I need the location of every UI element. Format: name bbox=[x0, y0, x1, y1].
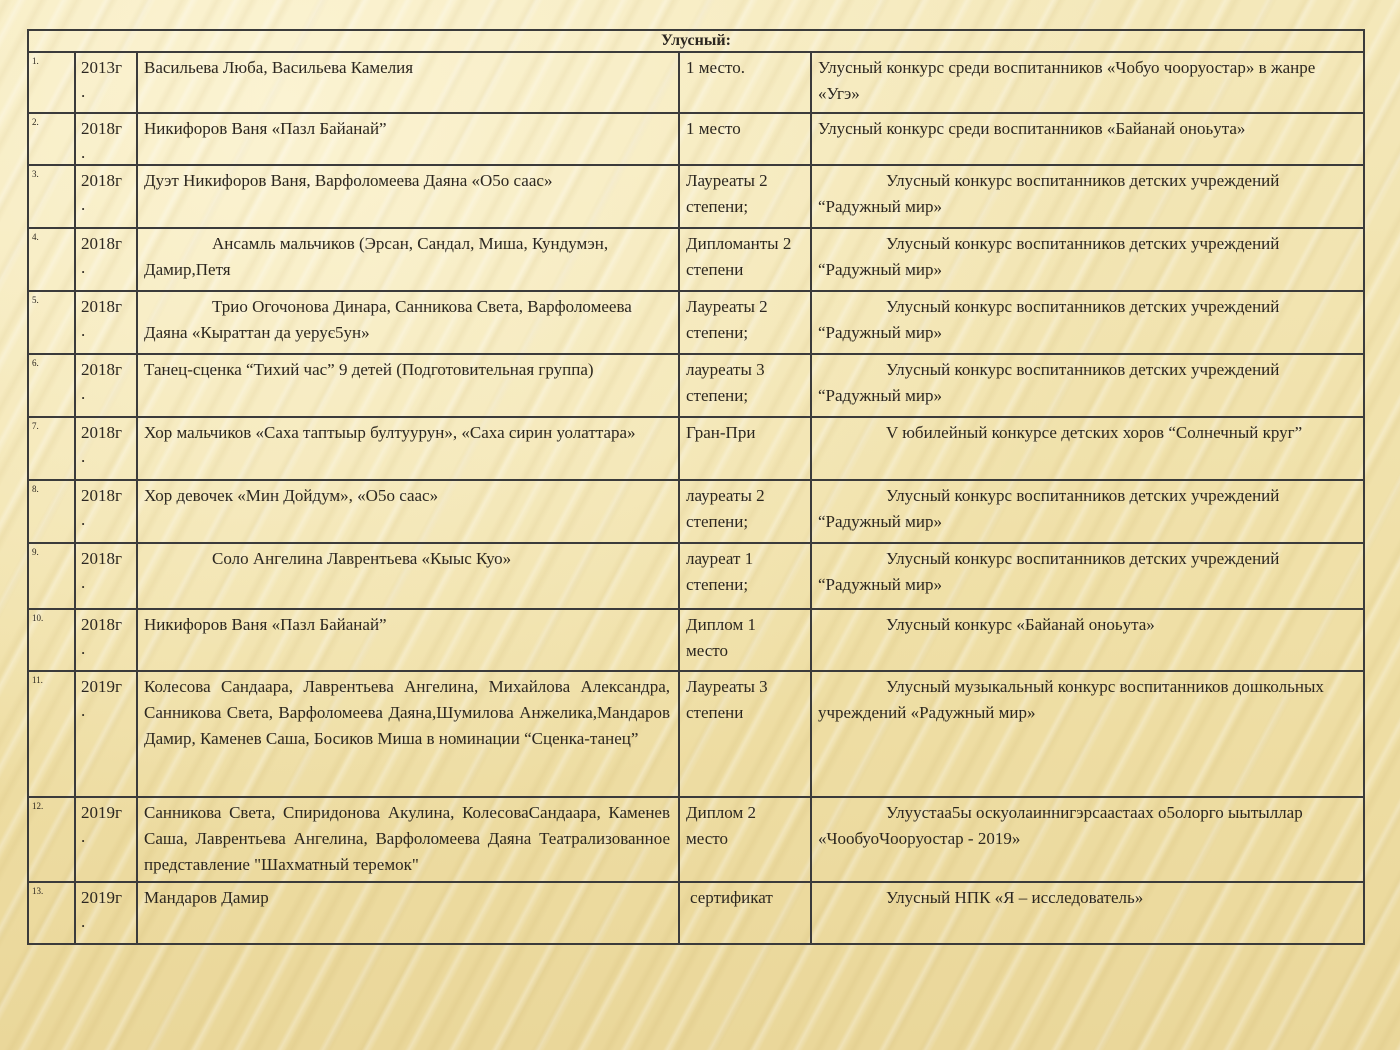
year-text: 2018г bbox=[81, 234, 122, 253]
slide bbox=[27, 29, 1363, 945]
row-number: 11. bbox=[28, 671, 75, 797]
row-year bbox=[75, 52, 137, 113]
year-text: 2018г bbox=[81, 171, 122, 190]
row-result: лауреат 1 степени; bbox=[679, 543, 811, 609]
row-year bbox=[75, 609, 137, 671]
table-row bbox=[28, 417, 1364, 480]
year-dot: . bbox=[81, 639, 86, 658]
table-row bbox=[28, 228, 1364, 291]
row-event: Улусный музыкальный конкурс воспитанников дошкольных учреждений «Радужный мир» bbox=[811, 671, 1364, 797]
row-event: Улуустаа5ы оскуолаиннигэрсаастаах о5олорго ыытыллар «ЧообуоЧооруостар - 2019» bbox=[811, 797, 1364, 882]
row-participants: Дуэт Никифоров Ваня, Варфоломеева Даяна «О5о саас» bbox=[137, 165, 679, 228]
awards-table bbox=[27, 29, 1365, 945]
row-number: 2. bbox=[28, 113, 75, 165]
row-number: 12. bbox=[28, 797, 75, 882]
row-participants: Никифоров Ваня «Пазл Байанай” bbox=[137, 609, 679, 671]
year-dot: . bbox=[81, 82, 86, 101]
row-year bbox=[75, 797, 137, 882]
row-participants: Соло Ангелина Лаврентьева «Кыыс Куо» bbox=[137, 543, 679, 609]
year-text: 2018г bbox=[81, 423, 122, 442]
table-title: Улусный: bbox=[28, 30, 1364, 52]
year-text: 2018г bbox=[81, 360, 122, 379]
row-event: Улусный конкурс воспитанников детских учреждений “Радужный мир» bbox=[811, 291, 1364, 354]
year-text: 2018г bbox=[81, 297, 122, 316]
row-event: Улусный НПК «Я – исследователь» bbox=[811, 882, 1364, 944]
row-participants: Мандаров Дамир bbox=[137, 882, 679, 944]
year-text: 2019г bbox=[81, 888, 122, 907]
year-dot: . bbox=[81, 258, 86, 277]
row-participants: Хор мальчиков «Саха таптыыр бултуурун», «Саха сирин уолаттара» bbox=[137, 417, 679, 480]
year-text: 2013г bbox=[81, 58, 122, 77]
table-row bbox=[28, 797, 1364, 882]
row-result: Диплом 1 место bbox=[679, 609, 811, 671]
row-result: Лауреаты 3 степени bbox=[679, 671, 811, 797]
row-year bbox=[75, 291, 137, 354]
year-text: 2018г bbox=[81, 549, 122, 568]
row-event: Улусный конкурс «Байанай оноьута» bbox=[811, 609, 1364, 671]
row-result: 1 место. bbox=[679, 52, 811, 113]
row-result: Диплом 2 место bbox=[679, 797, 811, 882]
year-dot: . bbox=[81, 701, 86, 720]
year-dot: . bbox=[81, 573, 86, 592]
row-result: лауреаты 3 степени; bbox=[679, 354, 811, 417]
row-participants: Васильева Люба, Васильева Камелия bbox=[137, 52, 679, 113]
row-number: 8. bbox=[28, 480, 75, 543]
row-result: лауреаты 2 степени; bbox=[679, 480, 811, 543]
row-event: Улусный конкурс воспитанников детских учреждений “Радужный мир» bbox=[811, 165, 1364, 228]
row-number: 10. bbox=[28, 609, 75, 671]
year-text: 2018г bbox=[81, 486, 122, 505]
row-participants: Танец-сценка “Тихий час” 9 детей (Подготовительная группа) bbox=[137, 354, 679, 417]
row-event: Улусный конкурс воспитанников детских учреждений “Радужный мир» bbox=[811, 354, 1364, 417]
row-event: Улусный конкурс воспитанников детских учреждений “Радужный мир» bbox=[811, 228, 1364, 291]
row-event: Улусный конкурс воспитанников детских учреждений “Радужный мир» bbox=[811, 543, 1364, 609]
table-row bbox=[28, 543, 1364, 609]
row-result: Гран-При bbox=[679, 417, 811, 480]
row-participants: Ансамль мальчиков (Эрсан, Сандал, Миша, Кундумэн, Дамир,Петя bbox=[137, 228, 679, 291]
row-number: 4. bbox=[28, 228, 75, 291]
row-event: V юбилейный конкурсе детских хоров “Солнечный круг” bbox=[811, 417, 1364, 480]
row-number: 5. bbox=[28, 291, 75, 354]
row-number: 1. bbox=[28, 52, 75, 113]
row-participants: Трио Огочонова Динара, Санникова Света, Варфоломеева Даяна «Кыраттан да уерує5ун» bbox=[137, 291, 679, 354]
row-result: Лауреаты 2 степени; bbox=[679, 165, 811, 228]
row-event: Улусный конкурс воспитанников детских учреждений “Радужный мир» bbox=[811, 480, 1364, 543]
year-dot: . bbox=[81, 447, 86, 466]
row-number: 9. bbox=[28, 543, 75, 609]
year-dot: . bbox=[81, 912, 86, 931]
row-participants: Колесова Сандаара, Лаврентьева Ангелина, Михайлова Александра, Санникова Света, Варфоломеева Даяна,Шумилова Анжелика,Мандаров Дамир, Каменев Саша, Босиков Миша в номинации “Сценка-танец” bbox=[137, 671, 679, 797]
row-year bbox=[75, 417, 137, 480]
year-text: 2019г bbox=[81, 803, 122, 822]
table-title-row bbox=[28, 30, 1364, 52]
row-event: Улусный конкурс среди воспитанников «Чобуо чооруостар» в жанре «Угэ» bbox=[811, 52, 1364, 113]
row-result: 1 место bbox=[679, 113, 811, 165]
row-participants: Никифоров Ваня «Пазл Байанай” bbox=[137, 113, 679, 165]
row-event: Улусный конкурс среди воспитанников «Байанай оноьута» bbox=[811, 113, 1364, 165]
year-text: 2018г bbox=[81, 119, 122, 138]
row-year bbox=[75, 165, 137, 228]
table-row bbox=[28, 609, 1364, 671]
year-dot: . bbox=[81, 321, 86, 340]
row-result: сертификат bbox=[679, 882, 811, 944]
row-result: Дипломанты 2 степени bbox=[679, 228, 811, 291]
table-row bbox=[28, 291, 1364, 354]
row-number: 13. bbox=[28, 882, 75, 944]
year-dot: . bbox=[81, 827, 86, 846]
year-text: 2019г bbox=[81, 677, 122, 696]
row-number: 3. bbox=[28, 165, 75, 228]
row-number: 6. bbox=[28, 354, 75, 417]
table-row bbox=[28, 354, 1364, 417]
row-year bbox=[75, 882, 137, 944]
row-year bbox=[75, 543, 137, 609]
table-row bbox=[28, 671, 1364, 797]
row-result: Лауреаты 2 степени; bbox=[679, 291, 811, 354]
table-row bbox=[28, 480, 1364, 543]
row-year bbox=[75, 113, 137, 165]
year-dot: . bbox=[81, 510, 86, 529]
table-row bbox=[28, 52, 1364, 113]
row-year bbox=[75, 480, 137, 543]
row-participants: Санникова Света, Спиридонова Акулина, КолесоваСандаара, Каменев Саша, Лаврентьева Ангелина, Варфоломеева Даяна Театрализованное представление "Шахматный теремок" bbox=[137, 797, 679, 882]
table-row bbox=[28, 113, 1364, 165]
table-row bbox=[28, 882, 1364, 944]
year-dot: . bbox=[81, 384, 86, 403]
row-year bbox=[75, 354, 137, 417]
table-row bbox=[28, 165, 1364, 228]
year-dot: . bbox=[81, 195, 86, 214]
row-year bbox=[75, 228, 137, 291]
year-text: 2018г bbox=[81, 615, 122, 634]
row-participants: Хор девочек «Мин Дойдум», «О5о саас» bbox=[137, 480, 679, 543]
year-dot: . bbox=[81, 143, 86, 162]
row-year bbox=[75, 671, 137, 797]
row-number: 7. bbox=[28, 417, 75, 480]
